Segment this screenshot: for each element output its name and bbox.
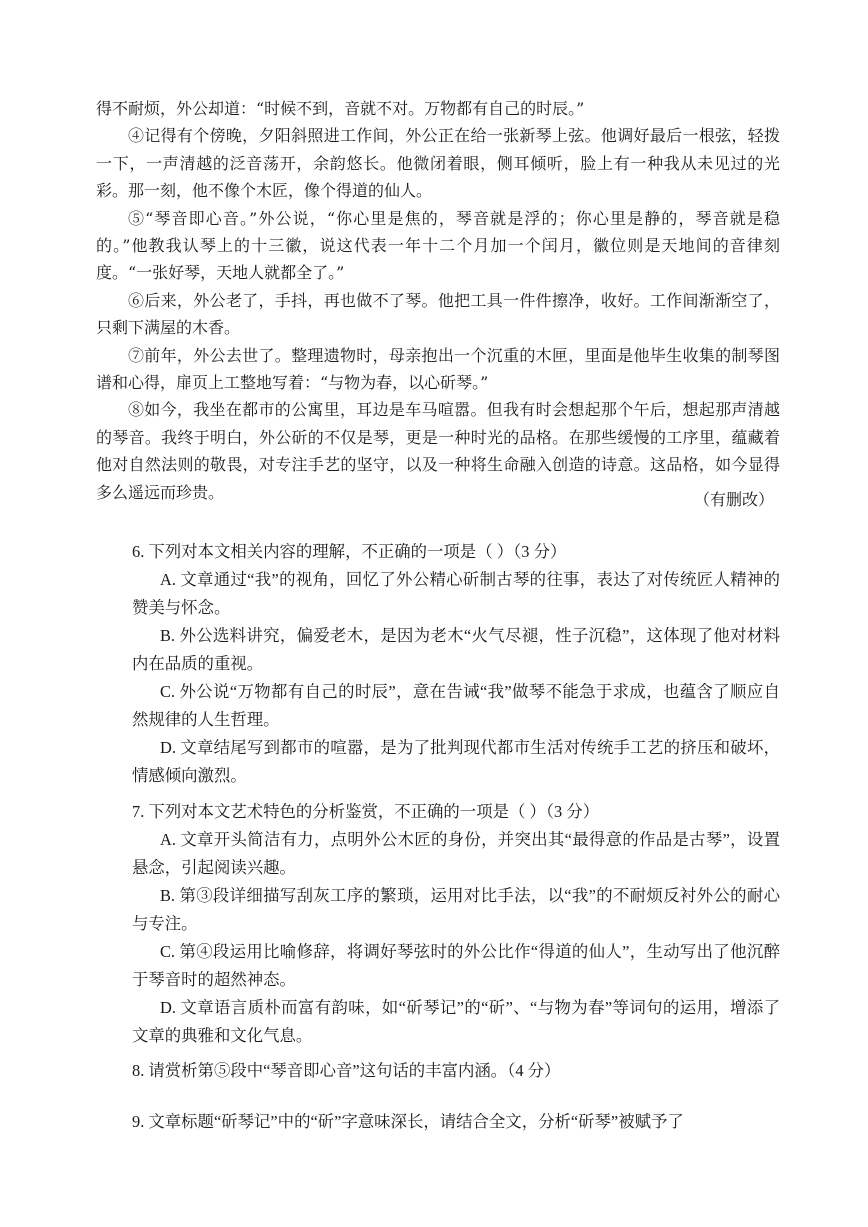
question-9 bbox=[132, 1108, 780, 1136]
passage-paragraph-3-end: 得不耐烦，外公却道：“时候不到，音就不对。万物都有自己的时辰。” bbox=[96, 99, 585, 118]
question-6 bbox=[132, 538, 780, 566]
question-6-options bbox=[132, 566, 780, 790]
option-c: C. 第④段运用比喻修辞，将调好琴弦时的外公比作“得道的仙人”，生动写出了他沉醉于琴音时的超然神态。 bbox=[132, 942, 780, 989]
option-d: D. 文章结尾写到都市的喧嚣，是为了批判现代都市生活对传统手工艺的挤压和破坏，情感倾向激烈。 bbox=[132, 738, 780, 785]
question-7 bbox=[132, 798, 780, 826]
source-note: （有删改） bbox=[693, 490, 774, 509]
option-a: A. 文章通过“我”的视角，回忆了外公精心斫制古琴的往事，表达了对传统匠人精神的赞美与怀念。 bbox=[132, 570, 780, 617]
option-b: B. 第③段详细描写刮灰工序的繁琐，运用对比手法，以“我”的不耐烦反衬外公的耐心与专注。 bbox=[132, 886, 780, 933]
option-c: C. 外公说“万物都有自己的时辰”，意在告诫“我”做琴不能急于求成，也蕴含了顺应自然规律的人生哲理。 bbox=[132, 682, 780, 729]
passage-paragraph-6: ⑥后来，外公老了，手抖，再也做不了琴。他把工具一件件擦净，收好。工作间渐渐空了，只剩下满屋的木香。 bbox=[96, 290, 780, 338]
question-stem: 9. 文章标题“斫琴记”中的“斫”字意味深长，请结合全文，分析“斫琴”被赋予了 bbox=[132, 1112, 684, 1131]
option-b: B. 外公选料讲究，偏爱老木，是因为老木“火气尽褪，性子沉稳”，这体现了他对材料内在品质的重视。 bbox=[132, 626, 780, 673]
option-a: A. 文章开头简洁有力，点明外公木匠的身份，并突出其“最得意的作品是古琴”，设置悬念，引起阅读兴趣。 bbox=[132, 830, 780, 877]
question-8 bbox=[132, 1057, 780, 1085]
reading-passage bbox=[96, 95, 780, 506]
question-7-options bbox=[132, 826, 780, 1050]
passage-paragraph-8: ⑧如今，我坐在都市的公寓里，耳边是车马喧嚣。但我有时会想起那个午后，想起那声清越的琴音。我终于明白，外公斫的不仅是琴，更是一种时光的品格。在那些缓慢的工序里，蕴藏着他对自然法则的敬畏，对专注手艺的坚守，以及一种将生命融入创造的诗意。这品格，如今显得多么遥远而珍贵。 bbox=[96, 400, 780, 502]
passage-paragraph-5: ⑤“琴音即心音。”外公说，“你心里是焦的，琴音就是浮的；你心里是静的，琴音就是稳的。”他教我认琴上的十三徽，说这代表一年十二个月加一个闰月，徽位则是天地间的音律刻度。“一张好琴，天地人就都全了。” bbox=[96, 208, 780, 283]
question-stem: 8. 请赏析第⑤段中“琴音即心音”这句话的丰富内涵。（4 分） bbox=[132, 1061, 561, 1080]
passage-paragraph-7: ⑦前年，外公去世了。整理遗物时，母亲抱出一个沉重的木匣，里面是他毕生收集的制琴图谱和心得，扉页上工整地写着：“与物为春，以心斫琴。” bbox=[96, 345, 780, 393]
passage-paragraph-4: ④记得有个傍晚，夕阳斜照进工作间，外公正在给一张新琴上弦。他调好最后一根弦，轻拨一下，一声清越的泛音荡开，余韵悠长。他微闭着眼，侧耳倾听，脸上有一种我从未见过的光彩。那一刻，他不像个木匠，像个得道的仙人。 bbox=[96, 126, 780, 201]
question-stem: 6. 下列对本文相关内容的理解，不正确的一项是（ ）（3 分） bbox=[132, 542, 567, 561]
option-d: D. 文章语言质朴而富有韵味，如“斫琴记”的“斫”、“与物为春”等词句的运用，增添了文章的典雅和文化气息。 bbox=[132, 998, 780, 1045]
question-stem: 7. 下列对本文艺术特色的分析鉴赏，不正确的一项是（ ）（3 分） bbox=[132, 802, 600, 821]
